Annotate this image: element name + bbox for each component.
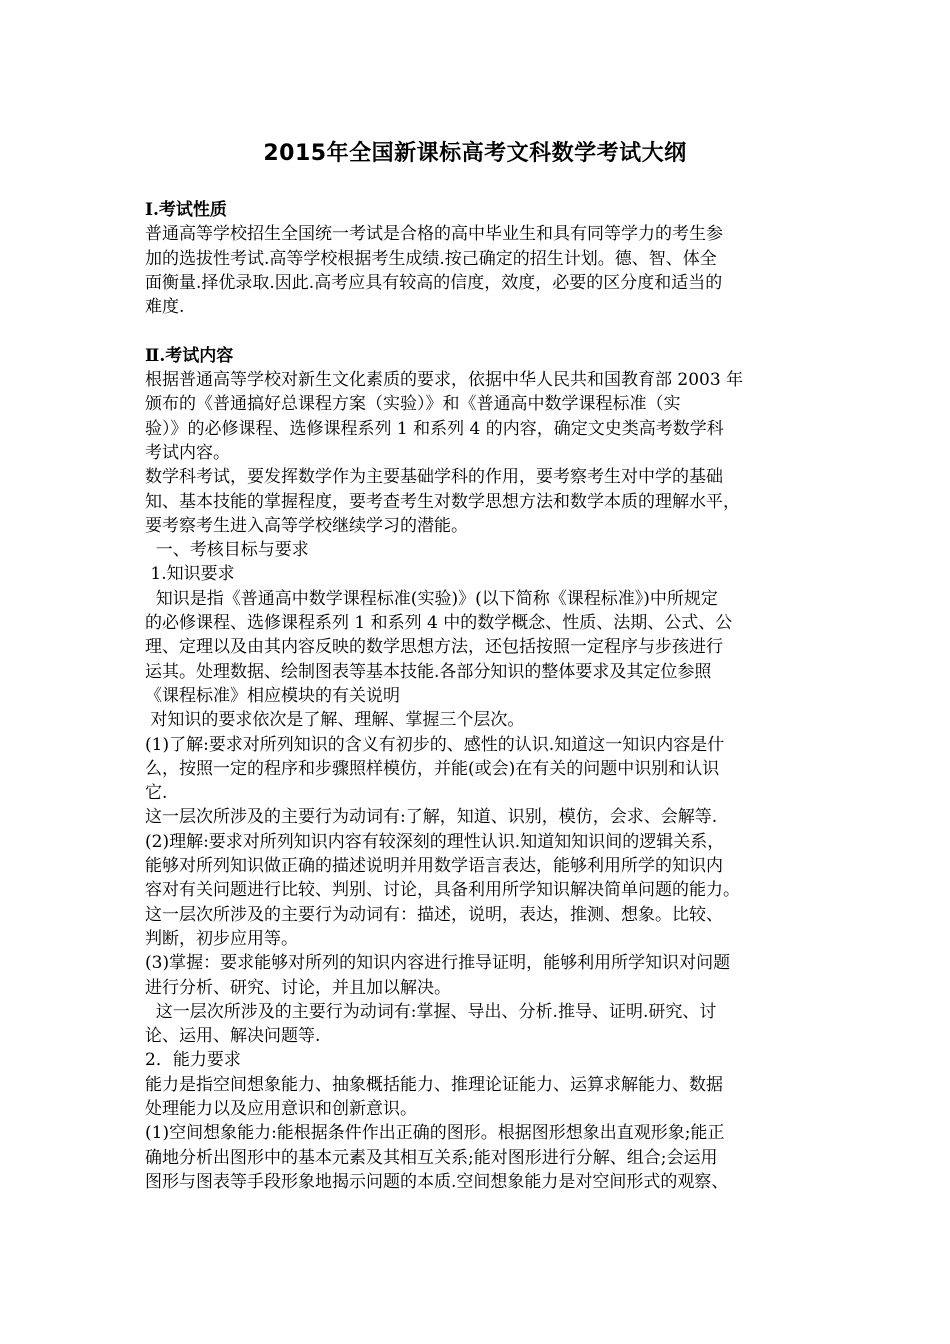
- text-line: 2．能力要求: [145, 1050, 241, 1071]
- text-line: 对知识的要求依次是了解、理解、掌握三个层次。: [145, 710, 525, 731]
- text-line: 根据普通高等学校对新生文化素质的要求，依据中华人民共和国教育部 2003 年: [145, 370, 744, 391]
- text-line: 1.知识要求: [145, 564, 235, 585]
- text-line: 一、考核目标与要求: [145, 540, 309, 561]
- text-line: 知、基本技能的掌握程度，要考查考生对数学思想方法和数学本质的理解水平，: [145, 491, 740, 512]
- text-line: 这一层次所涉及的主要行为动词有:了解，知道、识别，模仿，会求、会解等.: [145, 807, 718, 828]
- section-heading: I.考试性质: [145, 200, 227, 220]
- text-line: 判断，初步应用等。: [145, 928, 298, 949]
- text-line: 运其。处理数据、绘制图表等基本技能.各部分知识的整体要求及其定位参照: [145, 661, 712, 682]
- text-line: 难度.: [145, 297, 185, 318]
- text-line: (3)掌握：要求能够对所列的知识内容进行推导证明，能够利用所学知识对问题: [145, 953, 731, 974]
- text-line: 能力是指空间想象能力、抽象概括能力、推理论证能力、运算求解能力、数据: [145, 1074, 723, 1095]
- text-line: 容对有关问题进行比较、判别、讨论，具备利用所学知识解决简单问题的能力。: [145, 880, 740, 901]
- text-line: 普通高等学校招生全国统一考试是合格的高中毕业生和具有同等学力的考生参: [145, 224, 723, 245]
- text-line: 确地分析出图形中的基本元素及其相互关系;能对图形进行分解、组合;会运用: [145, 1147, 718, 1168]
- text-line: 《课程标准》相应模块的有关说明: [145, 685, 400, 706]
- text-line: 论、运用、解决问题等.: [145, 1026, 321, 1047]
- text-line: 理、定理以及由其内容反映的数学思想方法，还包括按照一定程序与步孩进行: [145, 637, 723, 658]
- text-line: (1)了解:要求对所列知识的含义有初步的、感性的认识.知道这一知识内容是什: [145, 734, 725, 755]
- text-line: 的必修课程、选修课程系列 1 和系列 4 中的数学概念、性质、法期、公式、公: [145, 613, 733, 634]
- text-line: 数学科考试，要发挥数学作为主要基础学科的作用，要考察考生对中学的基础: [145, 467, 723, 488]
- text-line: 进行分析、研究、讨论，并且加以解决。: [145, 977, 451, 998]
- text-line: (1)空间想象能力:能根据条件作出正确的图形。根据图形想象出直观形象;能正: [145, 1123, 725, 1144]
- text-line: 这一层次所涉及的主要行为动词有：描述，说明，表达，推测、想象。比较、: [145, 904, 723, 925]
- text-line: 考试内容。: [145, 442, 230, 463]
- text-line: 这一层次所涉及的主要行为动词有:掌握、导出、分析.推导、证明.研究、讨: [145, 1001, 717, 1022]
- text-line: 图形与图表等手段形象地揭示问题的本质.空间想象能力是对空间形式的观察、: [145, 1171, 729, 1192]
- paragraph-gap: [145, 319, 815, 343]
- text-line: 面衡量.择优录取.因此.高考应具有较高的信度，效度，必要的区分度和适当的: [145, 272, 723, 293]
- text-line: 加的选拔性考试.高等学校根据考生成绩.按己确定的招生计划。德、智、体全: [145, 248, 717, 269]
- text-line: 验）》的必修课程、选修课程系列 1 和系列 4 的内容，确定文史类高考数学科: [145, 418, 724, 439]
- text-line: 知识是指《普通高中数学课程标准(实验)》(以下简称《课程标准》)中所规定: [145, 588, 718, 609]
- document-body: [145, 198, 815, 1194]
- text-line: 要考察考生进入高等学校继续学习的潜能。: [145, 515, 468, 536]
- text-line: 能够对所列知识做正确的描述说明并用数学语言表达，能够利用所学的知识内: [145, 856, 723, 877]
- text-line: 处理能力以及应用意识和创新意识。: [145, 1098, 417, 1119]
- text-line: 它.: [145, 783, 168, 804]
- text-line: (2)理解:要求对所列知识内容有较深刻的理性认识.知道知知识间的逻辑关系，: [145, 831, 725, 852]
- document-title: 2015年全国新课标高考文科数学考试大纲: [263, 141, 687, 166]
- text-line: 颁布的《普通搞好总课程方案（实验）》和《普通高中数学课程标准（实: [145, 394, 681, 415]
- text-line: 么，按照一定的程序和步骤照样模仿，并能(或会)在有关的问题中识别和认识: [145, 758, 720, 779]
- section-heading: Ⅱ.考试内容: [145, 345, 234, 366]
